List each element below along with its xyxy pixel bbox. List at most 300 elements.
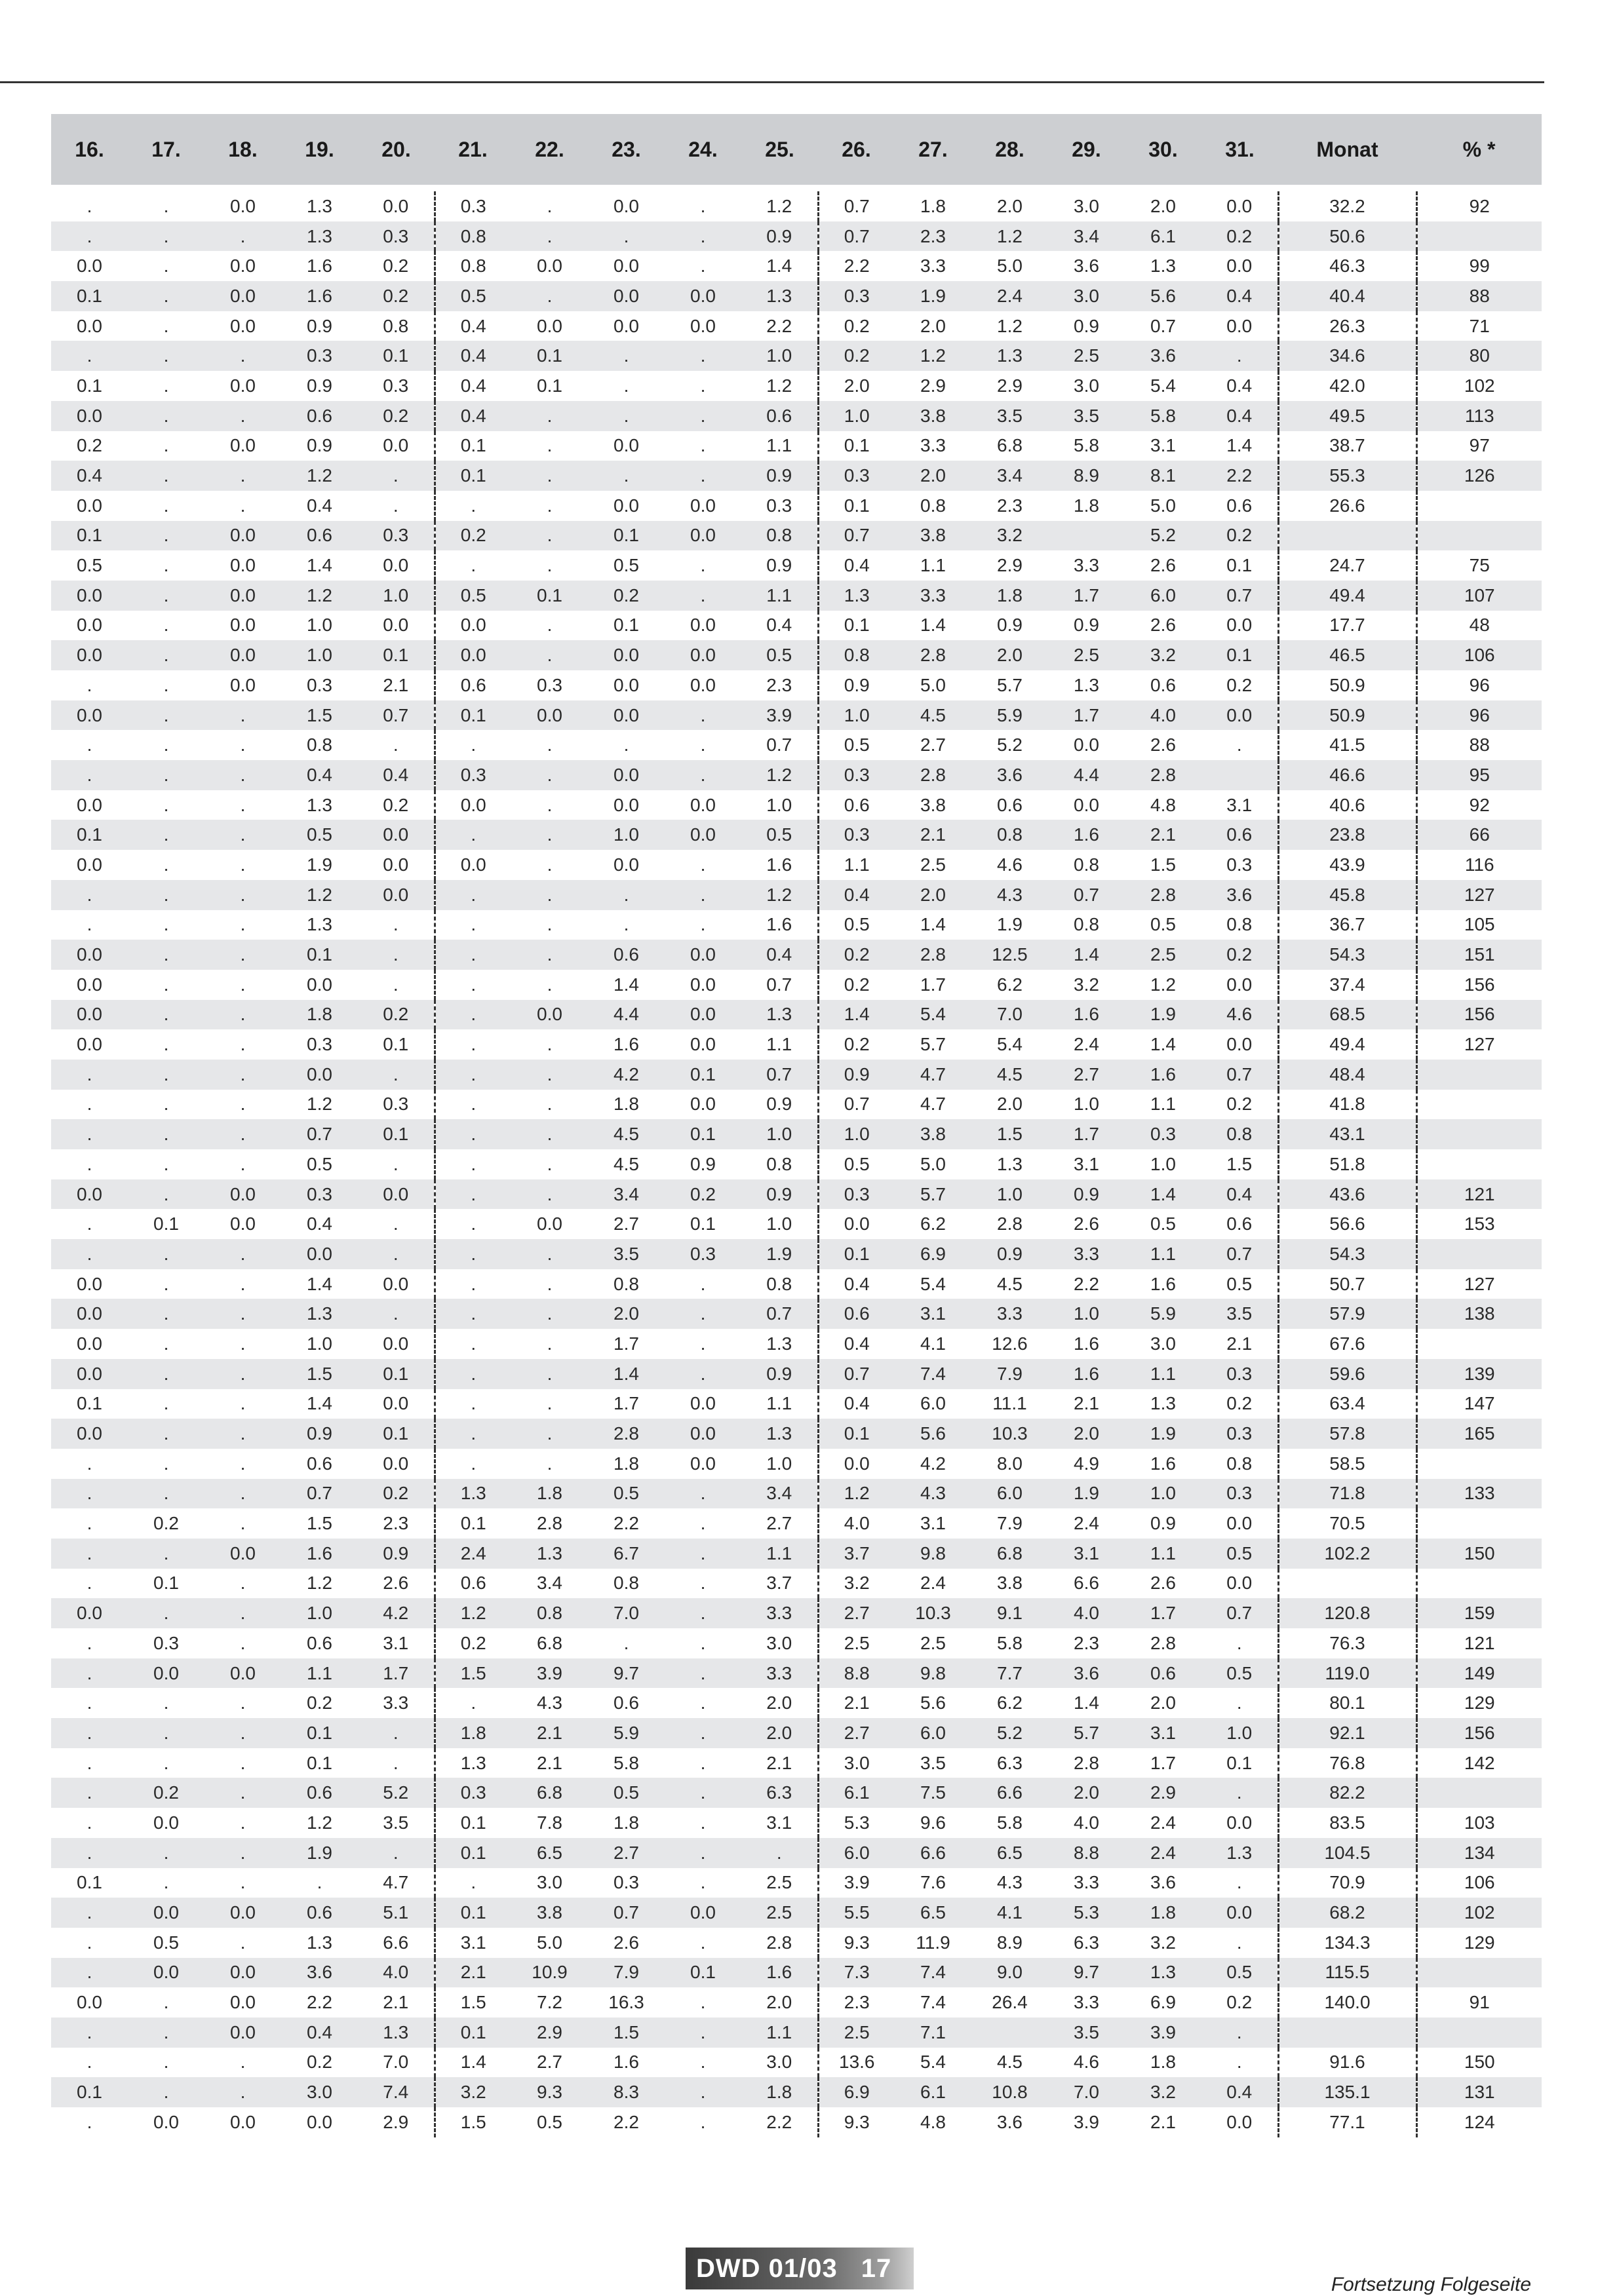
table-cell: . bbox=[435, 1419, 511, 1449]
table-cell: 1.2 bbox=[281, 880, 358, 910]
table-cell: 0.6 bbox=[1125, 1658, 1201, 1689]
table-cell: 0.0 bbox=[1201, 611, 1278, 641]
table-cell: 1.1 bbox=[1125, 1359, 1201, 1389]
table-cell: 0.5 bbox=[281, 820, 358, 850]
table-cell: 88 bbox=[1416, 281, 1542, 311]
table-cell: 3.3 bbox=[358, 1688, 435, 1718]
table-cell: 156 bbox=[1416, 1000, 1542, 1030]
table-cell: 37.4 bbox=[1278, 970, 1416, 1000]
table-cell: 2.2 bbox=[588, 1508, 665, 1539]
table-cell: 1.5 bbox=[281, 700, 358, 731]
table-cell: . bbox=[511, 461, 588, 491]
table-cell: 2.7 bbox=[588, 1209, 665, 1239]
table-cell: 3.2 bbox=[1125, 2077, 1201, 2107]
table-cell: 0.5 bbox=[435, 581, 511, 611]
table-cell: 3.8 bbox=[971, 1569, 1048, 1599]
table-cell: . bbox=[51, 910, 128, 940]
table-cell: 50.7 bbox=[1278, 1269, 1416, 1299]
table-cell: 2.2 bbox=[741, 2107, 818, 2137]
table-cell: 6.5 bbox=[511, 1838, 588, 1868]
table-cell bbox=[1416, 491, 1542, 521]
table-cell: 58.5 bbox=[1278, 1449, 1416, 1479]
table-cell bbox=[1416, 1090, 1542, 1120]
table-cell: . bbox=[358, 1299, 435, 1329]
table-cell: 1.3 bbox=[281, 221, 358, 252]
table-cell: 7.4 bbox=[895, 1987, 971, 2018]
table-cell: 3.5 bbox=[1048, 401, 1125, 431]
table-cell: 57.9 bbox=[1278, 1299, 1416, 1329]
table-cell: 7.5 bbox=[895, 1778, 971, 1808]
table-cell: 3.4 bbox=[511, 1569, 588, 1599]
table-cell: 0.3 bbox=[741, 491, 818, 521]
table-cell: 0.1 bbox=[818, 491, 895, 521]
table-cell: 43.6 bbox=[1278, 1179, 1416, 1210]
table-cell: . bbox=[358, 461, 435, 491]
table-cell: 0.4 bbox=[281, 2018, 358, 2048]
table-cell: 2.5 bbox=[1048, 640, 1125, 670]
table-cell: 1.4 bbox=[1048, 940, 1125, 970]
table-cell: 0.8 bbox=[741, 521, 818, 551]
table-row bbox=[51, 1628, 1542, 1658]
table-cell: 1.8 bbox=[1048, 491, 1125, 521]
table-cell: 0.4 bbox=[435, 401, 511, 431]
table-cell: 11.9 bbox=[895, 1928, 971, 1958]
table-cell: 80.1 bbox=[1278, 1688, 1416, 1718]
table-cell: 0.1 bbox=[358, 640, 435, 670]
table-cell: 127 bbox=[1416, 880, 1542, 910]
table-cell: . bbox=[358, 1209, 435, 1239]
table-cell: 3.0 bbox=[281, 2077, 358, 2107]
table-cell: 1.3 bbox=[511, 1539, 588, 1569]
table-cell: 0.1 bbox=[511, 371, 588, 401]
table-cell: 6.9 bbox=[1125, 1987, 1201, 2018]
table-cell: 0.0 bbox=[205, 550, 281, 581]
table-cell: 0.4 bbox=[435, 311, 511, 341]
table-cell: . bbox=[665, 401, 741, 431]
table-cell: 0.0 bbox=[205, 581, 281, 611]
table-cell: . bbox=[435, 970, 511, 1000]
table-cell: 5.5 bbox=[818, 1898, 895, 1928]
table-cell: 0.1 bbox=[588, 611, 665, 641]
table-cell: . bbox=[128, 1449, 205, 1479]
table-cell: 0.1 bbox=[435, 1898, 511, 1928]
table-cell: 99 bbox=[1416, 251, 1542, 281]
table-cell: 0.1 bbox=[128, 1209, 205, 1239]
table-cell: . bbox=[435, 1090, 511, 1120]
table-cell: 2.3 bbox=[971, 491, 1048, 521]
table-cell: 71.8 bbox=[1278, 1479, 1416, 1509]
table-cell: 0.0 bbox=[435, 790, 511, 820]
table-cell: . bbox=[435, 1449, 511, 1479]
table-cell: . bbox=[205, 1239, 281, 1269]
table-cell: 3.3 bbox=[971, 1299, 1048, 1329]
table-cell: . bbox=[128, 251, 205, 281]
table-cell: 0.0 bbox=[51, 1419, 128, 1449]
table-row bbox=[51, 1389, 1542, 1419]
table-cell: 6.8 bbox=[971, 431, 1048, 461]
table-cell: 0.0 bbox=[51, 1029, 128, 1060]
table-cell: 0.1 bbox=[818, 1239, 895, 1269]
table-cell: 45.8 bbox=[1278, 880, 1416, 910]
table-cell: 2.2 bbox=[741, 311, 818, 341]
table-cell: 1.3 bbox=[818, 581, 895, 611]
table-cell: 4.3 bbox=[511, 1688, 588, 1718]
table-cell: 0.3 bbox=[435, 191, 511, 221]
table-cell: 50.9 bbox=[1278, 700, 1416, 731]
table-row bbox=[51, 611, 1542, 641]
table-cell bbox=[1416, 221, 1542, 252]
table-cell: 4.2 bbox=[358, 1598, 435, 1628]
table-cell: 1.9 bbox=[741, 1239, 818, 1269]
table-cell: 1.8 bbox=[895, 191, 971, 221]
table-cell: 3.6 bbox=[1125, 1868, 1201, 1898]
table-cell: 3.4 bbox=[971, 461, 1048, 491]
table-cell: 1.3 bbox=[741, 1329, 818, 1359]
table-cell: 135.1 bbox=[1278, 2077, 1416, 2107]
table-cell: 0.7 bbox=[741, 1060, 818, 1090]
table-cell: 5.6 bbox=[895, 1688, 971, 1718]
table-cell: 0.0 bbox=[588, 281, 665, 311]
table-cell: . bbox=[665, 2107, 741, 2137]
table-cell: 0.5 bbox=[435, 281, 511, 311]
table-cell: 2.1 bbox=[818, 1688, 895, 1718]
table-cell: . bbox=[741, 1838, 818, 1868]
table-cell: 3.5 bbox=[588, 1239, 665, 1269]
table-cell: 2.0 bbox=[971, 640, 1048, 670]
table-row bbox=[51, 281, 1542, 311]
table-cell: . bbox=[511, 730, 588, 760]
table-cell: 80 bbox=[1416, 341, 1542, 371]
table-cell: . bbox=[205, 1688, 281, 1718]
table-cell: . bbox=[435, 1359, 511, 1389]
table-cell: 2.8 bbox=[895, 640, 971, 670]
table-cell: 0.0 bbox=[1201, 311, 1278, 341]
table-cell: . bbox=[205, 401, 281, 431]
table-cell: . bbox=[51, 1508, 128, 1539]
table-cell: 0.6 bbox=[971, 790, 1048, 820]
table-cell: 2.4 bbox=[1125, 1808, 1201, 1838]
table-row bbox=[51, 2018, 1542, 2048]
table-cell: . bbox=[665, 700, 741, 731]
table-cell: 5.2 bbox=[1125, 521, 1201, 551]
table-cell: 3.6 bbox=[281, 1958, 358, 1988]
table-cell: 0.5 bbox=[588, 550, 665, 581]
table-cell: . bbox=[511, 1149, 588, 1179]
table-cell: 0.0 bbox=[205, 640, 281, 670]
table-row bbox=[51, 1359, 1542, 1389]
table-cell: 153 bbox=[1416, 1209, 1542, 1239]
table-cell: 4.7 bbox=[895, 1060, 971, 1090]
table-cell: . bbox=[511, 281, 588, 311]
table-cell: 0.0 bbox=[665, 820, 741, 850]
table-cell: 1.1 bbox=[895, 550, 971, 581]
table-cell bbox=[971, 2018, 1048, 2048]
table-row bbox=[51, 1269, 1542, 1299]
table-cell: 1.7 bbox=[588, 1389, 665, 1419]
table-cell: 3.9 bbox=[1125, 2018, 1201, 2048]
table-cell: 71 bbox=[1416, 311, 1542, 341]
table-cell: 4.0 bbox=[1125, 700, 1201, 731]
table-cell: 9.1 bbox=[971, 1598, 1048, 1628]
table-cell: . bbox=[588, 461, 665, 491]
table-cell: 0.0 bbox=[588, 790, 665, 820]
table-cell: . bbox=[665, 191, 741, 221]
table-cell: 16.3 bbox=[588, 1987, 665, 2018]
table-row bbox=[51, 970, 1542, 1000]
table-cell: 13.6 bbox=[818, 2048, 895, 2078]
table-cell: 0.0 bbox=[511, 311, 588, 341]
table-cell: . bbox=[665, 1748, 741, 1778]
table-cell: . bbox=[205, 1808, 281, 1838]
table-cell: 6.2 bbox=[971, 970, 1048, 1000]
table-cell: . bbox=[128, 820, 205, 850]
table-cell: 3.3 bbox=[1048, 1868, 1125, 1898]
table-cell: . bbox=[511, 1389, 588, 1419]
table-cell: 0.6 bbox=[741, 401, 818, 431]
column-header: 26. bbox=[818, 114, 895, 185]
table-cell bbox=[1278, 2018, 1416, 2048]
badge-label: DWD 01/03 bbox=[696, 2253, 838, 2283]
table-row bbox=[51, 1060, 1542, 1090]
table-cell: 2.2 bbox=[588, 2107, 665, 2137]
table-cell: 6.3 bbox=[741, 1778, 818, 1808]
table-cell: 0.0 bbox=[358, 820, 435, 850]
table-cell: 1.0 bbox=[741, 1449, 818, 1479]
column-header: 30. bbox=[1125, 114, 1201, 185]
table-row bbox=[51, 1508, 1542, 1539]
table-cell: . bbox=[128, 1419, 205, 1449]
table-cell: . bbox=[205, 1479, 281, 1509]
table-row bbox=[51, 1449, 1542, 1479]
table-cell: . bbox=[128, 760, 205, 790]
table-cell: 1.3 bbox=[281, 1299, 358, 1329]
table-cell: . bbox=[128, 670, 205, 700]
table-cell: 1.1 bbox=[741, 1389, 818, 1419]
table-cell: 2.9 bbox=[971, 550, 1048, 581]
table-cell: . bbox=[511, 1090, 588, 1120]
table-cell: 1.0 bbox=[1048, 1299, 1125, 1329]
table-cell: 56.6 bbox=[1278, 1209, 1416, 1239]
table-cell: 1.4 bbox=[1125, 1029, 1201, 1060]
table-cell: 1.0 bbox=[281, 611, 358, 641]
table-cell: 1.3 bbox=[1125, 1389, 1201, 1419]
table-cell: . bbox=[51, 1149, 128, 1179]
table-cell: 0.0 bbox=[281, 970, 358, 1000]
table-row bbox=[51, 760, 1542, 790]
table-cell: 0.0 bbox=[358, 191, 435, 221]
table-cell: 0.4 bbox=[818, 1329, 895, 1359]
table-cell bbox=[1201, 760, 1278, 790]
table-cell: 0.1 bbox=[435, 1838, 511, 1868]
table-cell: . bbox=[128, 2048, 205, 2078]
table-cell: 0.6 bbox=[281, 401, 358, 431]
table-cell: 0.0 bbox=[588, 311, 665, 341]
table-cell: 0.2 bbox=[281, 2048, 358, 2078]
table-cell: 134.3 bbox=[1278, 1928, 1416, 1958]
table-cell: 0.2 bbox=[358, 790, 435, 820]
table-cell: 6.6 bbox=[895, 1838, 971, 1868]
table-cell: 6.7 bbox=[588, 1539, 665, 1569]
table-cell: 3.5 bbox=[1201, 1299, 1278, 1329]
table-cell: . bbox=[205, 1389, 281, 1419]
table-cell: 1.1 bbox=[1125, 1239, 1201, 1269]
table-cell: . bbox=[205, 2077, 281, 2107]
table-cell: 0.0 bbox=[588, 191, 665, 221]
table-cell: . bbox=[665, 1688, 741, 1718]
table-cell: 0.0 bbox=[205, 431, 281, 461]
table-cell: 0.4 bbox=[281, 1209, 358, 1239]
table-cell: 0.1 bbox=[51, 1389, 128, 1419]
table-cell: 0.1 bbox=[281, 1718, 358, 1748]
table-cell: . bbox=[435, 940, 511, 970]
table-cell: 3.5 bbox=[971, 401, 1048, 431]
table-cell: . bbox=[1201, 730, 1278, 760]
column-header: 25. bbox=[741, 114, 818, 185]
table-cell: 2.8 bbox=[895, 940, 971, 970]
table-cell: . bbox=[511, 1299, 588, 1329]
table-cell: 4.7 bbox=[895, 1090, 971, 1120]
table-body bbox=[51, 185, 1542, 2137]
table-cell: . bbox=[128, 1299, 205, 1329]
table-cell: 1.0 bbox=[281, 1598, 358, 1628]
table-cell: . bbox=[205, 1000, 281, 1030]
table-cell: 26.3 bbox=[1278, 311, 1416, 341]
table-cell: . bbox=[128, 1060, 205, 1090]
table-cell: 104.5 bbox=[1278, 1838, 1416, 1868]
table-cell: . bbox=[128, 1329, 205, 1359]
table-cell: . bbox=[51, 1838, 128, 1868]
table-cell: 150 bbox=[1416, 1539, 1542, 1569]
table-cell: 0.2 bbox=[665, 1179, 741, 1210]
table-cell: 17.7 bbox=[1278, 611, 1416, 641]
table-cell: 150 bbox=[1416, 2048, 1542, 2078]
table-cell: 3.9 bbox=[511, 1658, 588, 1689]
table-row bbox=[51, 1029, 1542, 1060]
table-cell: 0.0 bbox=[1201, 1029, 1278, 1060]
table-cell: 1.3 bbox=[281, 1928, 358, 1958]
table-cell: . bbox=[205, 1329, 281, 1359]
table-row bbox=[51, 191, 1542, 221]
table-cell: . bbox=[205, 1090, 281, 1120]
table-cell: 0.2 bbox=[588, 581, 665, 611]
column-header: Monat bbox=[1278, 114, 1416, 185]
table-cell: 2.2 bbox=[818, 251, 895, 281]
table-cell: 4.7 bbox=[358, 1868, 435, 1898]
table-cell: 3.1 bbox=[1125, 1718, 1201, 1748]
table-cell: 0.2 bbox=[1201, 1389, 1278, 1419]
table-row bbox=[51, 640, 1542, 670]
table-cell: 129 bbox=[1416, 1928, 1542, 1958]
column-header: 29. bbox=[1048, 114, 1125, 185]
table-cell: . bbox=[51, 1748, 128, 1778]
table-cell: 1.4 bbox=[588, 970, 665, 1000]
table-cell: 1.5 bbox=[1201, 1149, 1278, 1179]
table-cell: 2.1 bbox=[1048, 1389, 1125, 1419]
table-cell: 0.1 bbox=[358, 1119, 435, 1149]
table-cell: 5.8 bbox=[971, 1808, 1048, 1838]
table-row bbox=[51, 461, 1542, 491]
table-cell: . bbox=[511, 611, 588, 641]
table-cell: 59.6 bbox=[1278, 1359, 1416, 1389]
table-cell: 2.0 bbox=[971, 1090, 1048, 1120]
table-cell: . bbox=[665, 730, 741, 760]
table-cell: 1.4 bbox=[741, 251, 818, 281]
table-cell: 0.0 bbox=[665, 1419, 741, 1449]
table-cell: 0.0 bbox=[665, 670, 741, 700]
table-cell: 2.6 bbox=[1048, 1209, 1125, 1239]
table-cell: 0.6 bbox=[435, 670, 511, 700]
table-cell: 0.2 bbox=[435, 521, 511, 551]
table-cell: 92.1 bbox=[1278, 1718, 1416, 1748]
table-cell: 0.3 bbox=[818, 820, 895, 850]
table-cell: 4.1 bbox=[971, 1898, 1048, 1928]
table-cell: 0.0 bbox=[1201, 1808, 1278, 1838]
table-cell: . bbox=[358, 970, 435, 1000]
table-cell: 105 bbox=[1416, 910, 1542, 940]
table-cell: 0.1 bbox=[435, 461, 511, 491]
table-cell: 2.1 bbox=[435, 1958, 511, 1988]
table-cell: 0.7 bbox=[818, 221, 895, 252]
column-header: 28. bbox=[971, 114, 1048, 185]
table-cell: 0.0 bbox=[51, 850, 128, 880]
table-cell: 5.8 bbox=[1048, 431, 1125, 461]
table-cell: 3.1 bbox=[741, 1808, 818, 1838]
table-cell: 76.8 bbox=[1278, 1748, 1416, 1778]
table-cell: 3.0 bbox=[741, 2048, 818, 2078]
table-cell: 0.3 bbox=[1201, 1419, 1278, 1449]
table-cell: 48.4 bbox=[1278, 1060, 1416, 1090]
table-cell: 3.3 bbox=[895, 431, 971, 461]
table-cell: 1.1 bbox=[1125, 1539, 1201, 1569]
table-cell: . bbox=[511, 1239, 588, 1269]
table-cell: 0.0 bbox=[665, 790, 741, 820]
table-row bbox=[51, 700, 1542, 731]
table-cell: . bbox=[665, 2077, 741, 2107]
table-cell: 1.6 bbox=[1048, 820, 1125, 850]
table-cell: 2.2 bbox=[281, 1987, 358, 2018]
table-cell: 1.8 bbox=[435, 1718, 511, 1748]
table-cell: 4.9 bbox=[1048, 1449, 1125, 1479]
table-cell: 5.2 bbox=[971, 1718, 1048, 1748]
table-cell: 6.2 bbox=[971, 1688, 1048, 1718]
table-cell: 5.3 bbox=[818, 1808, 895, 1838]
table-cell: 0.0 bbox=[665, 640, 741, 670]
table-cell: 2.5 bbox=[895, 1628, 971, 1658]
table-cell: 1.5 bbox=[435, 1658, 511, 1689]
table-cell: . bbox=[1201, 1778, 1278, 1808]
table-cell: . bbox=[128, 1090, 205, 1120]
table-cell: . bbox=[588, 341, 665, 371]
table-cell: 0.7 bbox=[741, 730, 818, 760]
table-cell: 0.0 bbox=[1201, 191, 1278, 221]
table-cell: 0.0 bbox=[205, 1209, 281, 1239]
table-cell: 0.3 bbox=[281, 670, 358, 700]
table-cell: 1.5 bbox=[971, 1119, 1048, 1149]
table-cell: 1.6 bbox=[281, 251, 358, 281]
table-cell: . bbox=[511, 1359, 588, 1389]
table-cell: 0.6 bbox=[818, 1299, 895, 1329]
table-cell: 0.1 bbox=[588, 521, 665, 551]
table-cell: 2.1 bbox=[511, 1748, 588, 1778]
table-cell: 2.1 bbox=[358, 1987, 435, 2018]
table-cell: 2.0 bbox=[818, 371, 895, 401]
table-cell: 121 bbox=[1416, 1179, 1542, 1210]
table-cell: 1.7 bbox=[895, 970, 971, 1000]
table-cell: 0.4 bbox=[1201, 2077, 1278, 2107]
table-cell: 92 bbox=[1416, 191, 1542, 221]
table-cell: 0.5 bbox=[1125, 1209, 1201, 1239]
table-cell: 0.9 bbox=[665, 1149, 741, 1179]
